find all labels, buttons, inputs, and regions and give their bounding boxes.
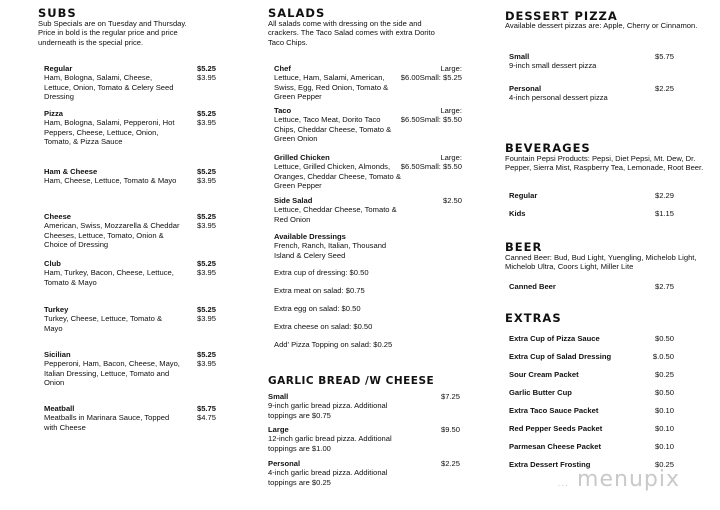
beverage-row bbox=[509, 209, 674, 219]
garlic-price: $9.50 bbox=[440, 425, 460, 434]
sub-special-price: $3.95 bbox=[196, 118, 216, 128]
dessert-name: Small bbox=[509, 52, 530, 61]
sub-desc: American, Swiss, Mozzarella & Cheddar Cheeses, Lettuce, Tomato, Onion & Choice of Dressing bbox=[44, 221, 180, 250]
extra-row bbox=[509, 388, 674, 398]
salads-intro: All salads come with dressing on the side and crackers. The Taco Salad comes with extra Dorito Taco Chips. bbox=[268, 19, 435, 47]
salad-item bbox=[274, 106, 404, 144]
sub-price bbox=[180, 404, 216, 423]
extra-row bbox=[509, 406, 674, 416]
sub-desc: Turkey, Cheese, Lettuce, Tomato & Mayo bbox=[44, 314, 163, 333]
extra-row bbox=[509, 334, 674, 344]
beverage-name: Kids bbox=[509, 209, 526, 218]
sub-desc: Meatballs in Marinara Sauce, Topped with Cheese bbox=[44, 413, 170, 432]
dessert-price: $5.75 bbox=[654, 52, 674, 61]
dressings-list: French, Ranch, Italian, Thousand Island & Celery Seed bbox=[274, 241, 387, 260]
salad-desc: Lettuce, Ham, Salami, American, Swiss, Egg, Red Onion, Tomato & Green Pepper bbox=[274, 73, 389, 102]
salad-extra-line: Extra cup of dressing: $0.50 bbox=[274, 268, 369, 277]
sub-item bbox=[44, 404, 180, 432]
extra-price: $0.10 bbox=[654, 406, 674, 415]
extra-price: $0.50 bbox=[654, 388, 674, 397]
beer-row bbox=[509, 282, 674, 292]
sub-desc: Ham, Cheese, Lettuce, Tomato & Mayo bbox=[44, 176, 177, 186]
sub-special-price: $3.95 bbox=[196, 314, 216, 324]
extra-price: $0.25 bbox=[654, 460, 674, 469]
sub-price bbox=[180, 109, 216, 128]
dessert-desc: 9-inch small dessert pizza bbox=[509, 61, 597, 71]
sub-item bbox=[44, 350, 180, 388]
beer-price: $2.75 bbox=[654, 282, 674, 291]
dessert-price: $2.25 bbox=[654, 84, 674, 93]
dressings-block bbox=[274, 232, 404, 260]
sub-item bbox=[44, 64, 180, 102]
sub-name: Regular bbox=[44, 64, 73, 73]
beverage-price: $2.29 bbox=[654, 191, 674, 200]
salad-price-small: Small: $5.50 bbox=[419, 115, 462, 125]
salad-desc: Lettuce, Taco Meat, Dorito Taco Chips, Cheddar Cheese, Tomato & Green Onion bbox=[274, 115, 392, 144]
sub-regular-price: $5.25 bbox=[196, 259, 216, 268]
sub-special-price: $3.95 bbox=[196, 359, 216, 369]
sub-regular-price: $5.25 bbox=[196, 167, 216, 176]
extra-name: Red Pepper Seeds Packet bbox=[509, 424, 603, 433]
salad-desc: Lettuce, Grilled Chicken, Almonds, Oranges, Cheddar Cheese, Tomato & Green Pepper bbox=[274, 162, 401, 191]
salad-item bbox=[274, 64, 404, 102]
salad-name: Side Salad bbox=[274, 196, 313, 205]
sub-name: Turkey bbox=[44, 305, 69, 314]
subs-heading: SUBS bbox=[38, 6, 77, 20]
extra-name: Extra Cup of Salad Dressing bbox=[509, 352, 612, 361]
salad-price-small: Small: $5.25 bbox=[419, 73, 462, 83]
extra-row bbox=[509, 442, 674, 452]
sub-name: Pizza bbox=[44, 109, 63, 118]
garlic-price: $7.25 bbox=[440, 392, 460, 401]
watermark-text: menupix bbox=[577, 467, 680, 492]
salad-price-large: $2.50 bbox=[442, 196, 462, 205]
beverages-intro: Fountain Pepsi Products: Pepsi, Diet Pepsi, Mt. Dew, Dr. Pepper, Sierra Mist, Raspberry Tea, Lemonade, Root Beer. bbox=[505, 154, 704, 173]
garlic-desc: 9-inch garlic bread pizza. Additional toppings are $0.75 bbox=[268, 401, 388, 420]
sub-regular-price: $5.75 bbox=[196, 404, 216, 413]
salad-price-large: Large: $6.50 bbox=[400, 106, 462, 125]
beer-intro: Canned Beer: Bud, Bud Light, Yuengling, Michelob Light, Michelob Ultra, Coors Light, Miller Lite bbox=[505, 253, 697, 272]
extra-price: $0.50 bbox=[654, 334, 674, 343]
beverage-name: Regular bbox=[509, 191, 538, 200]
salad-item bbox=[274, 196, 404, 224]
sub-regular-price: $5.25 bbox=[196, 64, 216, 73]
beverage-price: $1.15 bbox=[654, 209, 674, 218]
dessert-item bbox=[509, 84, 649, 103]
garlic-name: Personal bbox=[268, 459, 301, 468]
extra-name: Parmesan Cheese Packet bbox=[509, 442, 602, 451]
sub-regular-price: $5.25 bbox=[196, 350, 216, 359]
sub-item bbox=[44, 305, 180, 333]
salad-price bbox=[400, 106, 462, 125]
salad-extra-line: Extra meat on salad: $0.75 bbox=[274, 286, 365, 295]
sub-name: Club bbox=[44, 259, 61, 268]
sub-special-price: $3.95 bbox=[196, 73, 216, 83]
beer-name: Canned Beer bbox=[509, 282, 556, 291]
subs-intro: Sub Specials are on Tuesday and Thursday. Price in bold is the regular price and price underneath is the special price. bbox=[38, 19, 187, 47]
sub-item bbox=[44, 259, 180, 287]
sub-desc: Pepperoni, Ham, Bacon, Cheese, Mayo, Italian Dressing, Lettuce, Tomato and Onion bbox=[44, 359, 180, 388]
salad-name: Chef bbox=[274, 64, 291, 73]
dessert-item bbox=[509, 52, 649, 71]
extras-heading: EXTRAS bbox=[505, 311, 562, 325]
sub-item bbox=[44, 212, 180, 250]
sub-special-price: $3.95 bbox=[196, 268, 216, 278]
extra-price: $0.10 bbox=[654, 424, 674, 433]
extra-name: Extra Taco Sauce Packet bbox=[509, 406, 599, 415]
extra-row bbox=[509, 352, 674, 362]
salad-extra-line: Extra egg on salad: $0.50 bbox=[274, 304, 361, 313]
sub-name: Cheese bbox=[44, 212, 72, 221]
salad-name: Taco bbox=[274, 106, 292, 115]
extra-row bbox=[509, 370, 674, 380]
sub-name: Meatball bbox=[44, 404, 75, 413]
sub-regular-price: $5.25 bbox=[196, 109, 216, 118]
sub-regular-price: $5.25 bbox=[196, 212, 216, 221]
beverages-heading: BEVERAGES bbox=[505, 141, 591, 155]
garlic-item bbox=[268, 425, 413, 453]
salad-name: Grilled Chicken bbox=[274, 153, 330, 162]
sub-price bbox=[180, 64, 216, 83]
sub-name: Sicilian bbox=[44, 350, 71, 359]
garlic-item bbox=[268, 459, 413, 487]
sub-desc: Ham, Bologna, Salami, Pepperoni, Hot Peppers, Cheese, Lettuce, Onion, Tomato, & Pizza Sauce bbox=[44, 118, 175, 147]
sub-item bbox=[44, 167, 180, 186]
sub-price bbox=[180, 350, 216, 369]
dessert-desc: 4-inch personal dessert pizza bbox=[509, 93, 608, 103]
salad-item bbox=[274, 153, 404, 191]
salads-heading: SALADS bbox=[268, 6, 326, 20]
garlic-heading: GARLIC BREAD /W CHEESE bbox=[268, 375, 435, 387]
extra-price: $.0.50 bbox=[652, 352, 674, 361]
sub-item bbox=[44, 109, 180, 147]
salad-price bbox=[400, 196, 462, 205]
sub-price bbox=[180, 167, 216, 186]
extra-row bbox=[509, 424, 674, 434]
dessert-heading: DESSERT PIZZA bbox=[505, 9, 618, 23]
sub-special-price: $3.95 bbox=[196, 221, 216, 231]
dessert-name: Personal bbox=[509, 84, 542, 93]
salad-price-large: Large: $6.00 bbox=[400, 64, 462, 83]
extra-name: Extra Cup of Pizza Sauce bbox=[509, 334, 600, 343]
salad-price bbox=[400, 153, 462, 172]
garlic-item bbox=[268, 392, 413, 420]
salad-price bbox=[400, 64, 462, 83]
sub-price bbox=[180, 212, 216, 231]
sub-special-price: $3.95 bbox=[196, 176, 216, 186]
extra-price: $0.25 bbox=[654, 370, 674, 379]
extra-name: Sour Cream Packet bbox=[509, 370, 579, 379]
salad-price-large: Large: $6.50 bbox=[400, 153, 462, 172]
garlic-desc: 4-inch garlic bread pizza. Additional toppings are $0.25 bbox=[268, 468, 388, 487]
sub-desc: Ham, Turkey, Bacon, Cheese, Lettuce, Tomato & Mayo bbox=[44, 268, 174, 287]
sub-price bbox=[180, 259, 216, 278]
salad-desc: Lettuce, Cheddar Cheese, Tomato & Red Onion bbox=[274, 205, 397, 224]
sub-regular-price: $5.25 bbox=[196, 305, 216, 314]
dressings-title: Available Dressings bbox=[274, 232, 346, 241]
garlic-desc: 12-inch garlic bread pizza. Additional toppings are $1.00 bbox=[268, 434, 392, 453]
garlic-name: Large bbox=[268, 425, 289, 434]
beverage-row bbox=[509, 191, 674, 201]
watermark-dots: ... bbox=[557, 479, 570, 489]
salad-extra-line: Extra cheese on salad: $0.50 bbox=[274, 322, 373, 331]
sub-price bbox=[180, 305, 216, 324]
garlic-name: Small bbox=[268, 392, 289, 401]
extra-name: Extra Dessert Frosting bbox=[509, 460, 591, 469]
salad-extra-line: Add' Pizza Topping on salad: $0.25 bbox=[274, 340, 393, 349]
menupix-watermark bbox=[557, 467, 680, 492]
extra-name: Garlic Butter Cup bbox=[509, 388, 572, 397]
dessert-intro: Available dessert pizzas are: Apple, Cherry or Cinnamon. bbox=[505, 21, 698, 30]
garlic-price: $2.25 bbox=[440, 459, 460, 468]
sub-name: Ham & Cheese bbox=[44, 167, 98, 176]
sub-desc: Ham, Bologna, Salami, Cheese, Lettuce, Onion, Tomato & Celery Seed Dressing bbox=[44, 73, 174, 102]
beer-heading: BEER bbox=[505, 240, 543, 254]
salad-price-small: Small: $5.50 bbox=[419, 162, 462, 172]
extra-price: $0.10 bbox=[654, 442, 674, 451]
sub-special-price: $4.75 bbox=[196, 413, 216, 423]
